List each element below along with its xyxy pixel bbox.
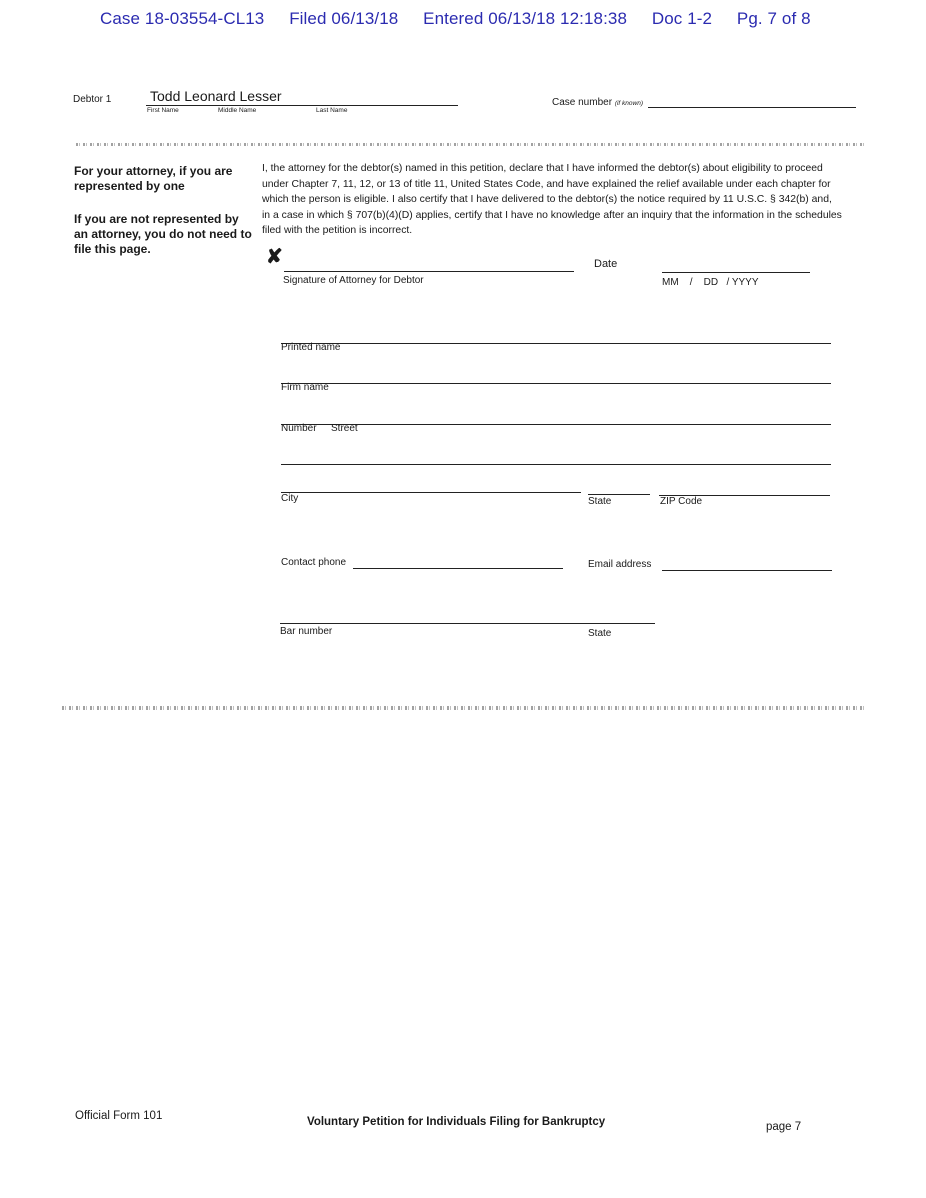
filed-date-stamp: Filed 06/13/18 — [289, 9, 399, 28]
number-label: Number — [281, 423, 317, 434]
last-name-label: Last Name — [316, 107, 348, 114]
contact-phone-label: Contact phone — [281, 557, 347, 568]
email-address-line[interactable] — [662, 570, 832, 571]
sign-here-icon: ✘ — [266, 246, 283, 268]
official-form-label: Official Form 101 — [75, 1110, 163, 1122]
attorney-signature-line[interactable] — [284, 271, 574, 272]
bar-number-label: Bar number — [280, 626, 333, 637]
printed-name-label: Printed name — [281, 342, 341, 353]
case-number-label — [552, 97, 643, 108]
contact-phone-line[interactable] — [353, 568, 563, 569]
page-count-stamp: Pg. 7 of 8 — [736, 9, 811, 28]
not-represented-note: If you are not represented by an attorney, you do not need to file this page. — [74, 212, 252, 256]
debtor-name: Todd Leonard Lesser — [150, 88, 282, 104]
date-label: Date — [594, 258, 618, 270]
date-line[interactable] — [662, 272, 810, 273]
section-divider — [76, 143, 866, 146]
bar-state-label: State — [588, 628, 612, 639]
attorney-declaration: I, the attorney for the debtor(s) named in this petition, declare that I have informed the debtor(s) about eligibility to proceed under Chapter 7, 11, 12, or 13 of title 11, United States Code, and have explained the relief available under each chapter for which the person is eligible. I also certify that I have delivered to the debtor(s) the notice required by 11 U.S.C. § 342(b) and, in a case in which § 707(b)(4)(D) applies, certify that I have no knowledge after an inquiry that the information in the schedules filed with the petition is incorrect. — [262, 163, 842, 236]
bar-number-line[interactable] — [280, 623, 655, 624]
city-label: City — [281, 493, 299, 504]
zip-code-label: ZIP Code — [660, 496, 703, 507]
date-format-label: MM / DD / YYYY — [662, 277, 759, 288]
case-number-text: Case number — [552, 97, 613, 108]
case-number-stamp: Case 18-03554-CL13 — [100, 9, 265, 28]
attorney-section-title: For your attorney, if you are represented by one — [74, 164, 233, 193]
first-name-label: First Name — [147, 107, 179, 114]
debtor-name-line — [146, 105, 458, 106]
court-stamp-header — [100, 9, 831, 29]
state-label: State — [588, 496, 612, 507]
printed-name-line[interactable] — [281, 343, 831, 344]
signature-label: Signature of Attorney for Debtor — [283, 275, 424, 286]
street-label: Street — [331, 423, 358, 434]
state-line[interactable] — [588, 494, 650, 495]
form-title: Voluntary Petition for Individuals Filing for Bankruptcy — [307, 1116, 606, 1128]
bottom-divider — [62, 706, 867, 710]
email-address-label: Email address — [588, 559, 652, 570]
entered-date-stamp: Entered 06/13/18 12:18:38 — [423, 9, 628, 28]
debtor-label: Debtor 1 — [73, 94, 112, 105]
street-line-2[interactable] — [281, 464, 831, 465]
firm-name-line[interactable] — [281, 383, 831, 384]
city-line[interactable] — [281, 492, 581, 493]
case-number-line[interactable] — [648, 107, 856, 108]
page-number: page 7 — [766, 1121, 802, 1133]
street-line[interactable] — [281, 424, 831, 425]
doc-number-stamp: Doc 1-2 — [651, 9, 713, 28]
firm-name-label: Firm name — [281, 382, 329, 393]
middle-name-label: Middle Name — [218, 107, 257, 114]
case-number-hint: (if known) — [614, 100, 643, 107]
